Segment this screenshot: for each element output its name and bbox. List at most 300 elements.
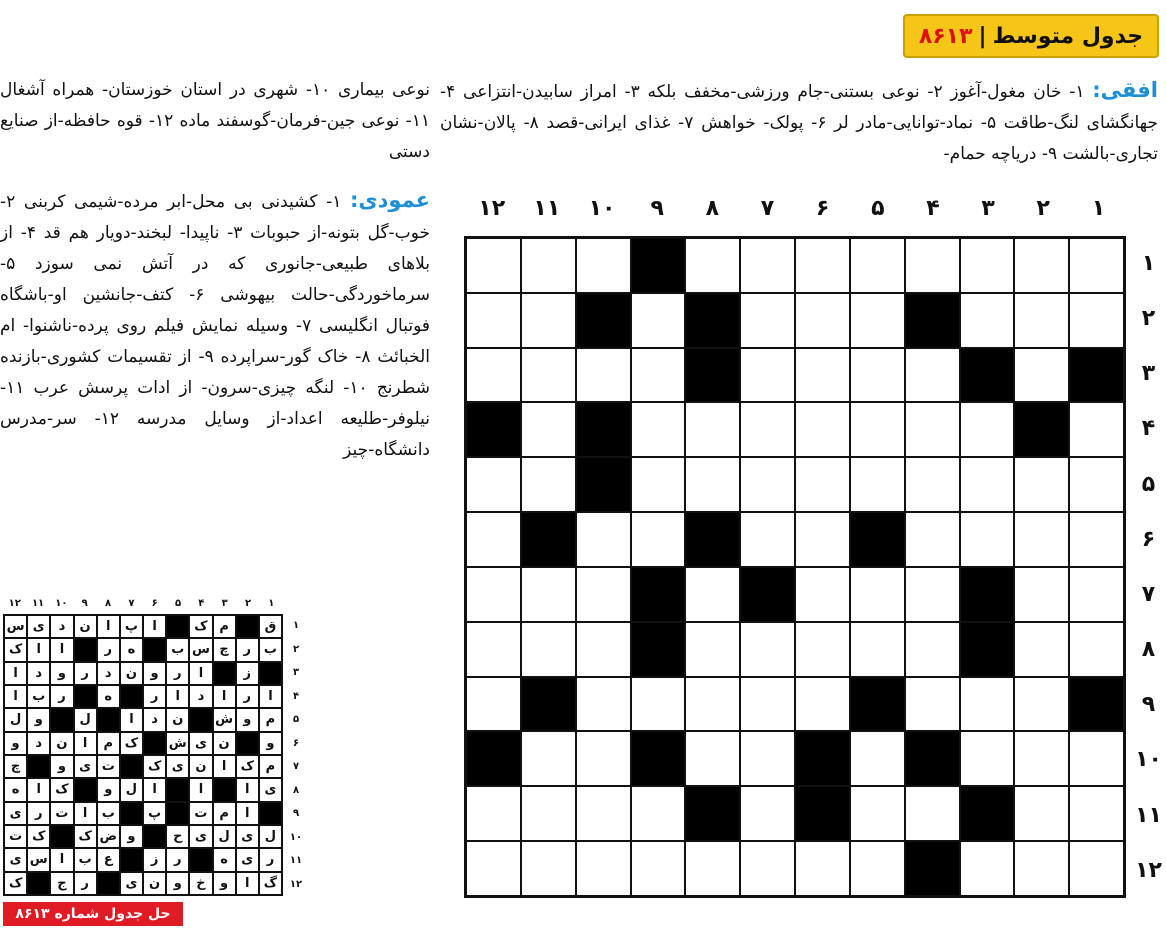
- solution-black-cell: [189, 708, 212, 731]
- empty-cell[interactable]: [466, 677, 521, 732]
- solution-black-cell: [143, 825, 166, 848]
- solution-row-number: ۱: [292, 620, 300, 631]
- solution-letter-cell: و: [120, 825, 143, 848]
- solution-letter-cell: ک: [236, 755, 259, 778]
- black-cell: [631, 622, 686, 677]
- solution-letter-cell: ر: [143, 685, 166, 708]
- row-number: ۱۰: [1135, 747, 1162, 773]
- solution-row-number: ۵: [292, 714, 300, 725]
- empty-cell[interactable]: [795, 512, 850, 567]
- empty-cell[interactable]: [1014, 731, 1069, 786]
- empty-cell[interactable]: [905, 457, 960, 512]
- black-cell: [631, 238, 686, 293]
- empty-cell[interactable]: [795, 677, 850, 732]
- solution-black-cell: [166, 802, 189, 825]
- solution-letter-cell: ر: [50, 685, 73, 708]
- solution-letter-cell: ر: [236, 685, 259, 708]
- empty-cell[interactable]: [795, 238, 850, 293]
- empty-cell[interactable]: [740, 786, 795, 841]
- empty-cell[interactable]: [631, 402, 686, 457]
- empty-cell[interactable]: [740, 238, 795, 293]
- crossword-grid: [464, 236, 1126, 898]
- solution-letter-cell: ب: [259, 638, 282, 661]
- black-cell: [1069, 677, 1124, 732]
- empty-cell[interactable]: [1069, 512, 1124, 567]
- row-number: ۵: [1141, 471, 1156, 497]
- vertical-clues: [0, 185, 430, 466]
- empty-cell[interactable]: [740, 402, 795, 457]
- solution-letter-cell: ر: [236, 638, 259, 661]
- solution-letter-cell: ب: [27, 685, 50, 708]
- empty-cell[interactable]: [1014, 567, 1069, 622]
- empty-cell[interactable]: [1069, 731, 1124, 786]
- solution-black-cell: [120, 802, 143, 825]
- black-cell: [905, 293, 960, 348]
- empty-cell[interactable]: [521, 293, 576, 348]
- black-cell: [631, 731, 686, 786]
- empty-cell[interactable]: [960, 677, 1015, 732]
- empty-cell[interactable]: [960, 402, 1015, 457]
- empty-cell[interactable]: [576, 238, 631, 293]
- solution-letter-cell: ه: [213, 848, 236, 871]
- solution-letter-cell: خ: [189, 872, 212, 895]
- horizontal-clues: [440, 75, 1158, 170]
- solution-letter-cell: ا: [50, 638, 73, 661]
- solution-letter-cell: ک: [4, 872, 27, 895]
- solution-letter-cell: ا: [236, 802, 259, 825]
- empty-cell[interactable]: [795, 841, 850, 896]
- solution-black-cell: [213, 662, 236, 685]
- solution-letter-cell: ک: [27, 825, 50, 848]
- solution-black-cell: [120, 685, 143, 708]
- empty-cell[interactable]: [1069, 622, 1124, 677]
- empty-cell[interactable]: [795, 293, 850, 348]
- solution-row-numbers: [286, 614, 306, 896]
- solution-letter-cell: ل: [213, 825, 236, 848]
- solution-black-cell: [236, 732, 259, 755]
- empty-cell[interactable]: [466, 841, 521, 896]
- empty-cell[interactable]: [850, 567, 905, 622]
- empty-cell[interactable]: [1014, 457, 1069, 512]
- vertical-clue-text: ۱- کشیدنی بی محل-ابر مرده-شیمی کربنی ۲- خوب-گل بتونه-از حبوبات ۳- ناپیدا- لبخند-دویار هم قد ۴- از بلاهای طبیعی-جانوری که در آتش نمی سوزد ۵- سرماخوردگی-حالت بیهوشی ۶- کتف-جانشین او-باشگاه فوتبال انگلیسی ۷- وسیله نمایش فیلم روی پرده-ناشنوا- ام الخبائث ۸- خاک گور-سراپرده ۹- از تقسیمات کشوری-بازنده شطرنج ۱۰- لنگه چیزی-سرون- از ادات پرسش عرب ۱۱- نیلوفر-طلیعه اعداد-از وسایل مدرسه ۱۲- سر-مدرس دانشگاه-چیز: [0, 192, 431, 460]
- empty-cell[interactable]: [631, 786, 686, 841]
- empty-cell[interactable]: [1069, 238, 1124, 293]
- solution-column-number: ۱۲: [8, 598, 21, 609]
- vertical-heading: عمودی:: [349, 188, 430, 212]
- solution-black-cell: [27, 755, 50, 778]
- solution-letter-cell: و: [27, 708, 50, 731]
- solution-row-number: ۶: [292, 737, 300, 749]
- solution-black-cell: [97, 872, 120, 895]
- solution-letter-cell: ی: [189, 825, 212, 848]
- horizontal-heading: افقی:: [1092, 78, 1158, 102]
- solution-column-number: ۱: [268, 598, 275, 609]
- empty-cell[interactable]: [960, 841, 1015, 896]
- solution-letter-cell: ی: [236, 848, 259, 871]
- empty-cell[interactable]: [1014, 677, 1069, 732]
- solution-letter-cell: پ: [143, 802, 166, 825]
- empty-cell[interactable]: [1014, 622, 1069, 677]
- horizontal-clue-text: ۱- خان مغول-آغوز ۲- نوعی بستنی-جام ورزشی-مخفف بلکه ۳- امراز سابیدن-انتزاعی ۴- جهانگشای لنگ-طاقت ۵- نماد-توانایی-مادر لر ۶- پولک- خواهش ۷- غذای ایرانی-قصد ۸- پالان-نشان تجاری-بالشت ۹- دریاچه حمام-: [440, 82, 1158, 164]
- solution-black-cell: [143, 732, 166, 755]
- empty-cell[interactable]: [685, 731, 740, 786]
- black-cell: [850, 677, 905, 732]
- solution-letter-cell: و: [213, 872, 236, 895]
- empty-cell[interactable]: [576, 622, 631, 677]
- solution-black-cell: [143, 638, 166, 661]
- empty-cell[interactable]: [685, 402, 740, 457]
- empty-cell[interactable]: [795, 622, 850, 677]
- solution-letter-cell: ا: [259, 685, 282, 708]
- empty-cell[interactable]: [1014, 786, 1069, 841]
- solution-letter-cell: ا: [143, 778, 166, 801]
- solution-column-numbers: [3, 598, 283, 612]
- solution-letter-cell: و: [4, 732, 27, 755]
- solution-letter-cell: ک: [74, 825, 97, 848]
- empty-cell[interactable]: [521, 402, 576, 457]
- empty-cell[interactable]: [850, 622, 905, 677]
- empty-cell[interactable]: [685, 622, 740, 677]
- empty-cell[interactable]: [1014, 841, 1069, 896]
- solution-letter-cell: م: [259, 755, 282, 778]
- empty-cell[interactable]: [850, 841, 905, 896]
- solution-letter-cell: ا: [189, 662, 212, 685]
- black-cell: [576, 457, 631, 512]
- solution-letter-cell: ر: [259, 848, 282, 871]
- solution-letter-cell: ک: [50, 778, 73, 801]
- empty-cell[interactable]: [576, 512, 631, 567]
- empty-cell[interactable]: [795, 348, 850, 403]
- solution-letter-cell: ا: [166, 685, 189, 708]
- solution-letter-cell: چ: [213, 638, 236, 661]
- black-cell: [521, 512, 576, 567]
- empty-cell[interactable]: [1069, 841, 1124, 896]
- empty-cell[interactable]: [740, 841, 795, 896]
- empty-cell[interactable]: [466, 457, 521, 512]
- black-cell: [521, 677, 576, 732]
- empty-cell[interactable]: [960, 731, 1015, 786]
- solution-black-cell: [74, 778, 97, 801]
- empty-cell[interactable]: [521, 786, 576, 841]
- empty-cell[interactable]: [685, 457, 740, 512]
- row-number: ۹: [1141, 692, 1156, 718]
- solution-letter-cell: ش: [166, 732, 189, 755]
- black-cell: [960, 567, 1015, 622]
- empty-cell[interactable]: [1069, 786, 1124, 841]
- empty-cell[interactable]: [905, 622, 960, 677]
- solution-letter-cell: ی: [166, 755, 189, 778]
- solution-letter-cell: ن: [166, 708, 189, 731]
- empty-cell[interactable]: [850, 293, 905, 348]
- black-cell: [466, 731, 521, 786]
- solution-black-cell: [27, 872, 50, 895]
- solution-letter-cell: م: [213, 802, 236, 825]
- solution-letter-cell: ن: [74, 615, 97, 638]
- solution-letter-cell: ک: [4, 638, 27, 661]
- row-number: ۷: [1141, 581, 1156, 607]
- column-number: ۳: [981, 196, 995, 221]
- solution-letter-cell: ر: [166, 662, 189, 685]
- solution-letter-cell: م: [97, 732, 120, 755]
- empty-cell[interactable]: [850, 348, 905, 403]
- empty-cell[interactable]: [576, 348, 631, 403]
- empty-cell[interactable]: [631, 677, 686, 732]
- solution-letter-cell: و: [50, 755, 73, 778]
- solution-letter-cell: ی: [120, 872, 143, 895]
- solution-letter-cell: ا: [143, 615, 166, 638]
- puzzle-title: [903, 14, 1159, 58]
- solution-black-cell: [166, 615, 189, 638]
- solution-letter-cell: ل: [259, 825, 282, 848]
- empty-cell[interactable]: [466, 348, 521, 403]
- solution-letter-cell: و: [50, 662, 73, 685]
- empty-cell[interactable]: [905, 677, 960, 732]
- empty-cell[interactable]: [685, 567, 740, 622]
- solution-letter-cell: م: [259, 708, 282, 731]
- solution-letter-cell: ا: [4, 662, 27, 685]
- solution-letter-cell: ر: [27, 802, 50, 825]
- row-number: ۱۲: [1135, 857, 1162, 883]
- solution-letter-cell: ی: [27, 615, 50, 638]
- empty-cell[interactable]: [466, 622, 521, 677]
- empty-cell[interactable]: [850, 238, 905, 293]
- empty-cell[interactable]: [905, 512, 960, 567]
- solution-column-number: ۷: [128, 598, 135, 609]
- horizontal-clues-continued: [0, 75, 430, 168]
- empty-cell[interactable]: [521, 238, 576, 293]
- empty-cell[interactable]: [521, 348, 576, 403]
- empty-cell[interactable]: [905, 567, 960, 622]
- empty-cell[interactable]: [466, 567, 521, 622]
- empty-cell[interactable]: [576, 786, 631, 841]
- solution-letter-cell: ی: [74, 755, 97, 778]
- solution-letter-cell: ا: [236, 872, 259, 895]
- solution-letter-cell: د: [189, 685, 212, 708]
- column-number: ۵: [871, 196, 885, 221]
- empty-cell[interactable]: [1069, 457, 1124, 512]
- black-cell: [576, 402, 631, 457]
- black-cell: [960, 348, 1015, 403]
- empty-cell[interactable]: [1014, 293, 1069, 348]
- solution-column-number: ۱۰: [55, 598, 68, 609]
- empty-cell[interactable]: [685, 238, 740, 293]
- solution-letter-cell: ک: [143, 755, 166, 778]
- black-cell: [685, 512, 740, 567]
- solution-black-cell: [259, 662, 282, 685]
- empty-cell[interactable]: [576, 677, 631, 732]
- empty-cell[interactable]: [1014, 238, 1069, 293]
- black-cell: [905, 731, 960, 786]
- solution-grid: [3, 614, 283, 896]
- solution-letter-cell: ج: [50, 872, 73, 895]
- solution-letter-cell: ک: [189, 615, 212, 638]
- solution-letter-cell: ش: [213, 708, 236, 731]
- solution-letter-cell: ی: [4, 802, 27, 825]
- empty-cell[interactable]: [905, 402, 960, 457]
- solution-letter-cell: ب: [74, 848, 97, 871]
- empty-cell[interactable]: [466, 238, 521, 293]
- solution-black-cell: [97, 708, 120, 731]
- solution-letter-cell: ت: [97, 755, 120, 778]
- empty-cell[interactable]: [521, 622, 576, 677]
- empty-cell[interactable]: [740, 348, 795, 403]
- empty-cell[interactable]: [740, 622, 795, 677]
- row-number: ۴: [1141, 416, 1156, 442]
- empty-cell[interactable]: [1014, 512, 1069, 567]
- solution-letter-cell: د: [143, 708, 166, 731]
- empty-cell[interactable]: [631, 512, 686, 567]
- solution-letter-cell: د: [27, 662, 50, 685]
- empty-cell[interactable]: [740, 293, 795, 348]
- solution-column-number: ۹: [81, 598, 88, 609]
- solution-black-cell: [74, 638, 97, 661]
- solution-letter-cell: ه: [4, 778, 27, 801]
- black-cell: [795, 731, 850, 786]
- solution-letter-cell: ل: [120, 778, 143, 801]
- solution-letter-cell: ت: [50, 802, 73, 825]
- empty-cell[interactable]: [740, 677, 795, 732]
- empty-cell[interactable]: [740, 457, 795, 512]
- column-number: ۱۱: [533, 196, 561, 221]
- column-number: ۲: [1036, 196, 1050, 221]
- row-number: ۶: [1141, 526, 1156, 552]
- solution-letter-cell: ن: [189, 755, 212, 778]
- solution-letter-cell: گ: [259, 872, 282, 895]
- black-cell: [466, 402, 521, 457]
- solution-letter-cell: ی: [189, 732, 212, 755]
- empty-cell[interactable]: [960, 293, 1015, 348]
- empty-cell[interactable]: [521, 841, 576, 896]
- empty-cell[interactable]: [905, 786, 960, 841]
- empty-cell[interactable]: [1069, 567, 1124, 622]
- empty-cell[interactable]: [960, 457, 1015, 512]
- column-number: ۹: [650, 196, 664, 221]
- empty-cell[interactable]: [740, 731, 795, 786]
- title-separator: |: [978, 23, 987, 49]
- solution-letter-cell: س: [27, 848, 50, 871]
- column-number: ۱۲: [478, 196, 506, 221]
- solution-letter-cell: ز: [143, 848, 166, 871]
- solution-letter-cell: د: [27, 732, 50, 755]
- solution-letter-cell: ت: [189, 802, 212, 825]
- solution-letter-cell: ن: [213, 732, 236, 755]
- black-cell: [685, 293, 740, 348]
- solution-black-cell: [166, 778, 189, 801]
- empty-cell[interactable]: [1014, 348, 1069, 403]
- solution-column-number: ۲: [244, 598, 252, 609]
- solution-letter-cell: ا: [4, 685, 27, 708]
- solution-letter-cell: ا: [189, 778, 212, 801]
- solution-black-cell: [120, 848, 143, 871]
- solution-letter-cell: ض: [97, 825, 120, 848]
- solution-black-cell: [74, 685, 97, 708]
- solution-black-cell: [50, 708, 73, 731]
- empty-cell[interactable]: [685, 841, 740, 896]
- empty-cell[interactable]: [1069, 402, 1124, 457]
- black-cell: [960, 786, 1015, 841]
- solution-letter-cell: ا: [236, 778, 259, 801]
- solution-letter-cell: ر: [74, 872, 97, 895]
- empty-cell[interactable]: [850, 731, 905, 786]
- solution-label: حل جدول شماره ۸۶۱۳: [3, 902, 183, 926]
- solution-column-number: ۸: [104, 598, 112, 609]
- empty-cell[interactable]: [795, 567, 850, 622]
- empty-cell[interactable]: [521, 457, 576, 512]
- solution-letter-cell: ا: [27, 638, 50, 661]
- solution-letter-cell: ی: [259, 778, 282, 801]
- solution-row-number: ۲: [292, 643, 300, 655]
- solution-row-number: ۷: [292, 761, 300, 772]
- solution-column-number: ۱۱: [31, 598, 45, 609]
- grid-row-numbers: [1131, 236, 1166, 898]
- column-number: ۱: [1091, 196, 1106, 221]
- row-number: ۲: [1141, 306, 1156, 332]
- solution-column-number: ۵: [174, 598, 182, 609]
- solution-letter-cell: ن: [50, 732, 73, 755]
- empty-cell[interactable]: [466, 293, 521, 348]
- empty-cell[interactable]: [521, 731, 576, 786]
- solution-letter-cell: ن: [120, 662, 143, 685]
- empty-cell[interactable]: [795, 402, 850, 457]
- empty-cell[interactable]: [960, 512, 1015, 567]
- solution-black-cell: [213, 778, 236, 801]
- solution-row-number: ۱۰: [289, 831, 303, 843]
- empty-cell[interactable]: [740, 512, 795, 567]
- empty-cell[interactable]: [850, 786, 905, 841]
- black-cell: [1014, 402, 1069, 457]
- empty-cell[interactable]: [521, 567, 576, 622]
- solution-row-number: ۹: [292, 808, 300, 819]
- solution-letter-cell: ا: [120, 708, 143, 731]
- solution-letter-cell: ا: [213, 685, 236, 708]
- empty-cell[interactable]: [960, 238, 1015, 293]
- solution-letter-cell: ق: [259, 615, 282, 638]
- solution-letter-cell: ت: [4, 825, 27, 848]
- solution-row-number: ۳: [292, 667, 300, 678]
- empty-cell[interactable]: [466, 786, 521, 841]
- solution-black-cell: [236, 615, 259, 638]
- solution-letter-cell: و: [236, 708, 259, 731]
- solution-letter-cell: ک: [120, 732, 143, 755]
- column-number: ۶: [815, 196, 830, 221]
- empty-cell[interactable]: [631, 841, 686, 896]
- column-number: ۱۰: [588, 196, 616, 221]
- empty-cell[interactable]: [631, 457, 686, 512]
- black-cell: [740, 567, 795, 622]
- black-cell: [576, 293, 631, 348]
- solution-black-cell: [120, 755, 143, 778]
- solution-row-number: ۱۲: [289, 878, 303, 890]
- empty-cell[interactable]: [850, 402, 905, 457]
- black-cell: [631, 567, 686, 622]
- solution-letter-cell: ل: [74, 708, 97, 731]
- empty-cell[interactable]: [905, 348, 960, 403]
- empty-cell[interactable]: [576, 731, 631, 786]
- empty-cell[interactable]: [631, 348, 686, 403]
- empty-cell[interactable]: [905, 238, 960, 293]
- empty-cell[interactable]: [795, 457, 850, 512]
- empty-cell[interactable]: [685, 677, 740, 732]
- solution-letter-cell: ا: [213, 755, 236, 778]
- empty-cell[interactable]: [576, 567, 631, 622]
- empty-cell[interactable]: [466, 512, 521, 567]
- empty-cell[interactable]: [631, 293, 686, 348]
- empty-cell[interactable]: [1069, 293, 1124, 348]
- solution-letter-cell: س: [4, 615, 27, 638]
- empty-cell[interactable]: [850, 457, 905, 512]
- empty-cell[interactable]: [576, 841, 631, 896]
- solution-letter-cell: ن: [143, 872, 166, 895]
